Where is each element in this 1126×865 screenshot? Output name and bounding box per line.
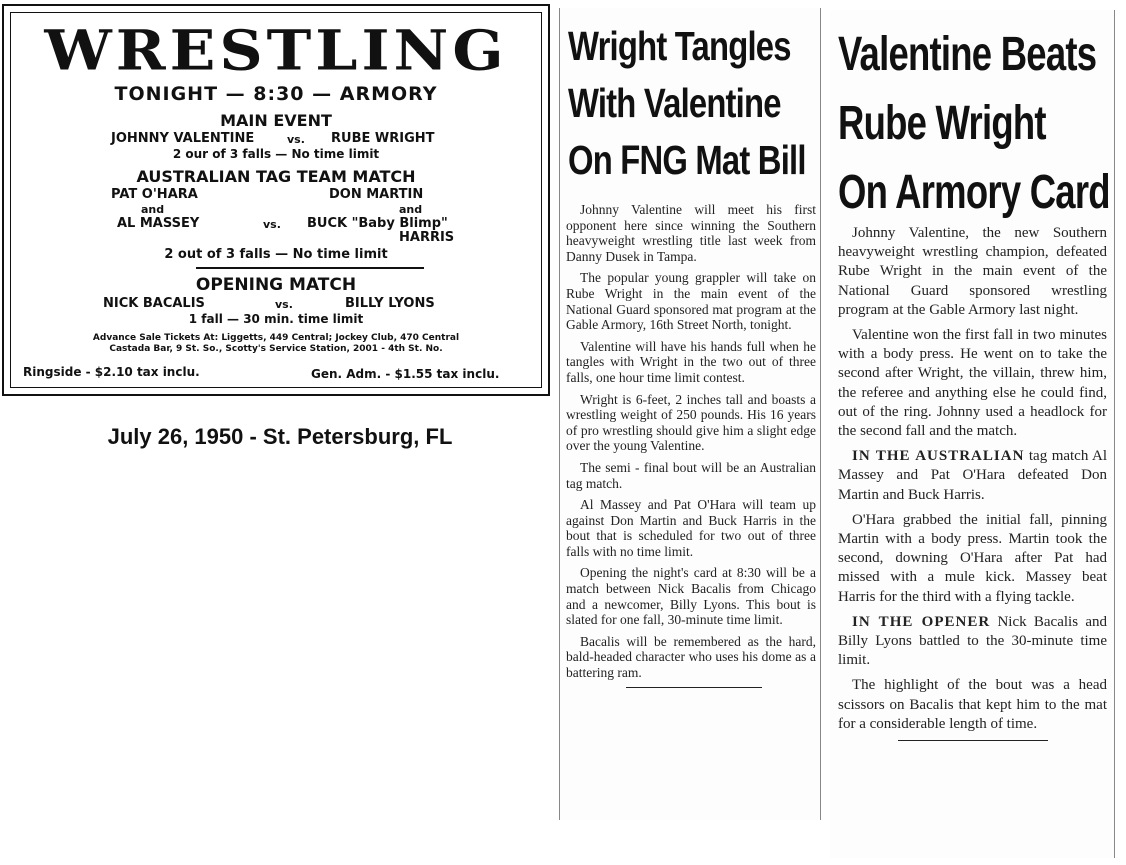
column-rule — [1114, 10, 1115, 858]
column-rule — [820, 8, 821, 820]
wrestling-advertisement — [2, 4, 550, 396]
article-2-headline — [838, 20, 1112, 227]
paragraph-lead: IN THE OPENER — [852, 613, 991, 630]
ad-inner-border — [10, 12, 542, 388]
opening-wrestler-a: NICK BACALIS — [103, 296, 205, 311]
column-rule — [559, 8, 560, 820]
article-1-body — [566, 202, 816, 688]
article-1 — [560, 8, 820, 820]
tag-team-a-2: AL MASSEY — [117, 216, 200, 231]
tickets-line-2: Castada Bar, 9 St. So., Scotty's Service Station, 2001 - 4th St. No. — [109, 344, 443, 354]
opening-match-label: OPENING MATCH — [195, 275, 357, 295]
article-2-paragraph: Valentine won the first fall in two minutes with a body press. He went on to take the second after Wright, the villain, threw him, the referee and anything else he could find, out of the ring. Johnny used a headlock for the second fall and the match. — [838, 327, 1107, 440]
article-1-paragraph: Johnny Valentine will meet his first opponent here since winning the Southern heavyweight wrestling title last week from Danny Dusek in Tampa. — [566, 202, 816, 264]
tag-team-a-and: and — [141, 203, 165, 216]
article-1-paragraph: The popular young grappler will take on Rube Wright in the main event of the National Guard sponsored mat program at the Gable Armory, 16th Street North, tonight. — [566, 270, 816, 333]
tag-match-rules: 2 out of 3 falls — No time limit — [164, 247, 388, 262]
ringside-price: Ringside - $2.10 tax inclu. — [23, 365, 200, 379]
main-event-wrestler-b: RUBE WRIGHT — [331, 131, 435, 146]
main-event-vs: vs. — [287, 133, 305, 146]
article-1-headline — [568, 18, 808, 189]
main-event-wrestler-a: JOHNNY VALENTINE — [111, 131, 255, 146]
tag-match-vs: vs. — [263, 218, 281, 231]
article-2-end-rule — [898, 740, 1048, 741]
article-1-paragraph: Al Massey and Pat O'Hara will team up against Don Martin and Buck Harris in the bout that is scheduled for two out of three falls with no time limit. — [566, 497, 816, 559]
tag-team-b-1: DON MARTIN — [329, 187, 424, 202]
main-event-label: MAIN EVENT — [220, 111, 332, 130]
article-2-paragraph — [838, 613, 1107, 671]
date-caption: July 26, 1950 - St. Petersburg, FL — [107, 424, 453, 449]
article-1-headline-line: Wright Tangles — [568, 23, 791, 69]
general-admission-price: Gen. Adm. - $1.55 tax inclu. — [311, 367, 500, 381]
article-1-end-rule — [626, 687, 762, 688]
opening-wrestler-b: BILLY LYONS — [345, 296, 435, 311]
tag-match-label: AUSTRALIAN TAG TEAM MATCH — [136, 167, 416, 186]
tag-team-b-2: BUCK "Baby Blimp" — [307, 216, 448, 231]
article-1-paragraph: Wright is 6-feet, 2 inches tall and boasts a wrestling weight of 250 pounds. His 16 years of pro wrestling should give him a slight edge over the young Valentine. — [566, 391, 816, 454]
article-1-headline-line: On FNG Mat Bill — [568, 137, 806, 183]
tickets-line-1: Advance Sale Tickets At: Liggetts, 449 Central; Jockey Club, 470 Central — [92, 333, 460, 343]
article-2-body — [838, 224, 1107, 741]
main-event-rules: 2 our of 3 falls — No time limit — [172, 147, 380, 161]
article-2-paragraph: O'Hara grabbed the initial fall, pinning Martin with a body press. Martin took the second, downing O'Hara after Pat had missed with a mule kick. Massey beat Harris for the third with a flying tackle. — [838, 511, 1107, 605]
paragraph-rest: tag match Al Massey and Pat O'Hara defeated Don Martin and Buck Harris. — [838, 448, 1107, 503]
article-2-paragraph: Johnny Valentine, the new Southern heavyweight wrestling champion, defeated Rube Wright in the main event of the National Guard sponsored wrestling program at the Gable Armory last night. — [838, 225, 1107, 318]
article-1-headline-line: With Valentine — [568, 80, 781, 126]
tag-team-b-3: HARRIS — [399, 230, 455, 245]
article-1-paragraph: The semi - final bout will be an Australian tag match. — [566, 459, 816, 491]
paragraph-lead: IN THE AUSTRALIAN — [852, 448, 1025, 465]
article-2-headline-line: Rube Wright — [838, 97, 1046, 150]
tag-team-b-and: and — [399, 203, 423, 216]
article-2-headline-line: On Armory Card — [838, 166, 1110, 219]
ad-title: WRESTLING — [44, 18, 508, 84]
ad-divider — [196, 267, 424, 269]
article-2-paragraph: The highlight of the bout was a head scissors on Bacalis that kept him to the mat for a considerable length of time. — [838, 677, 1107, 732]
article-1-paragraph: Bacalis will be remembered as the hard, bald-headed character who uses his dome as a battering ram. — [566, 633, 816, 681]
opening-rules: 1 fall — 30 min. time limit — [188, 312, 364, 326]
article-2-headline-line: Valentine Beats — [838, 28, 1097, 81]
ad-tonight: TONIGHT — 8:30 — ARMORY — [114, 83, 438, 105]
article-1-paragraph: Opening the night's card at 8:30 will be a match between Nick Bacalis from Chicago and a newcomer, Billy Lyons. This bout is slated for one fall, 30-minute time limit. — [566, 565, 816, 628]
paragraph-rest: Nick Bacalis and Billy Lyons battled to the 30-minute time limit. — [838, 613, 1107, 669]
article-2 — [830, 10, 1115, 858]
tag-team-a-1: PAT O'HARA — [111, 187, 198, 202]
article-2-paragraph — [838, 447, 1107, 505]
article-1-paragraph: Valentine will have his hands full when he tangles with Wright in the two out of three falls, one hour time limit contest. — [566, 338, 816, 385]
opening-vs: vs. — [275, 298, 293, 311]
